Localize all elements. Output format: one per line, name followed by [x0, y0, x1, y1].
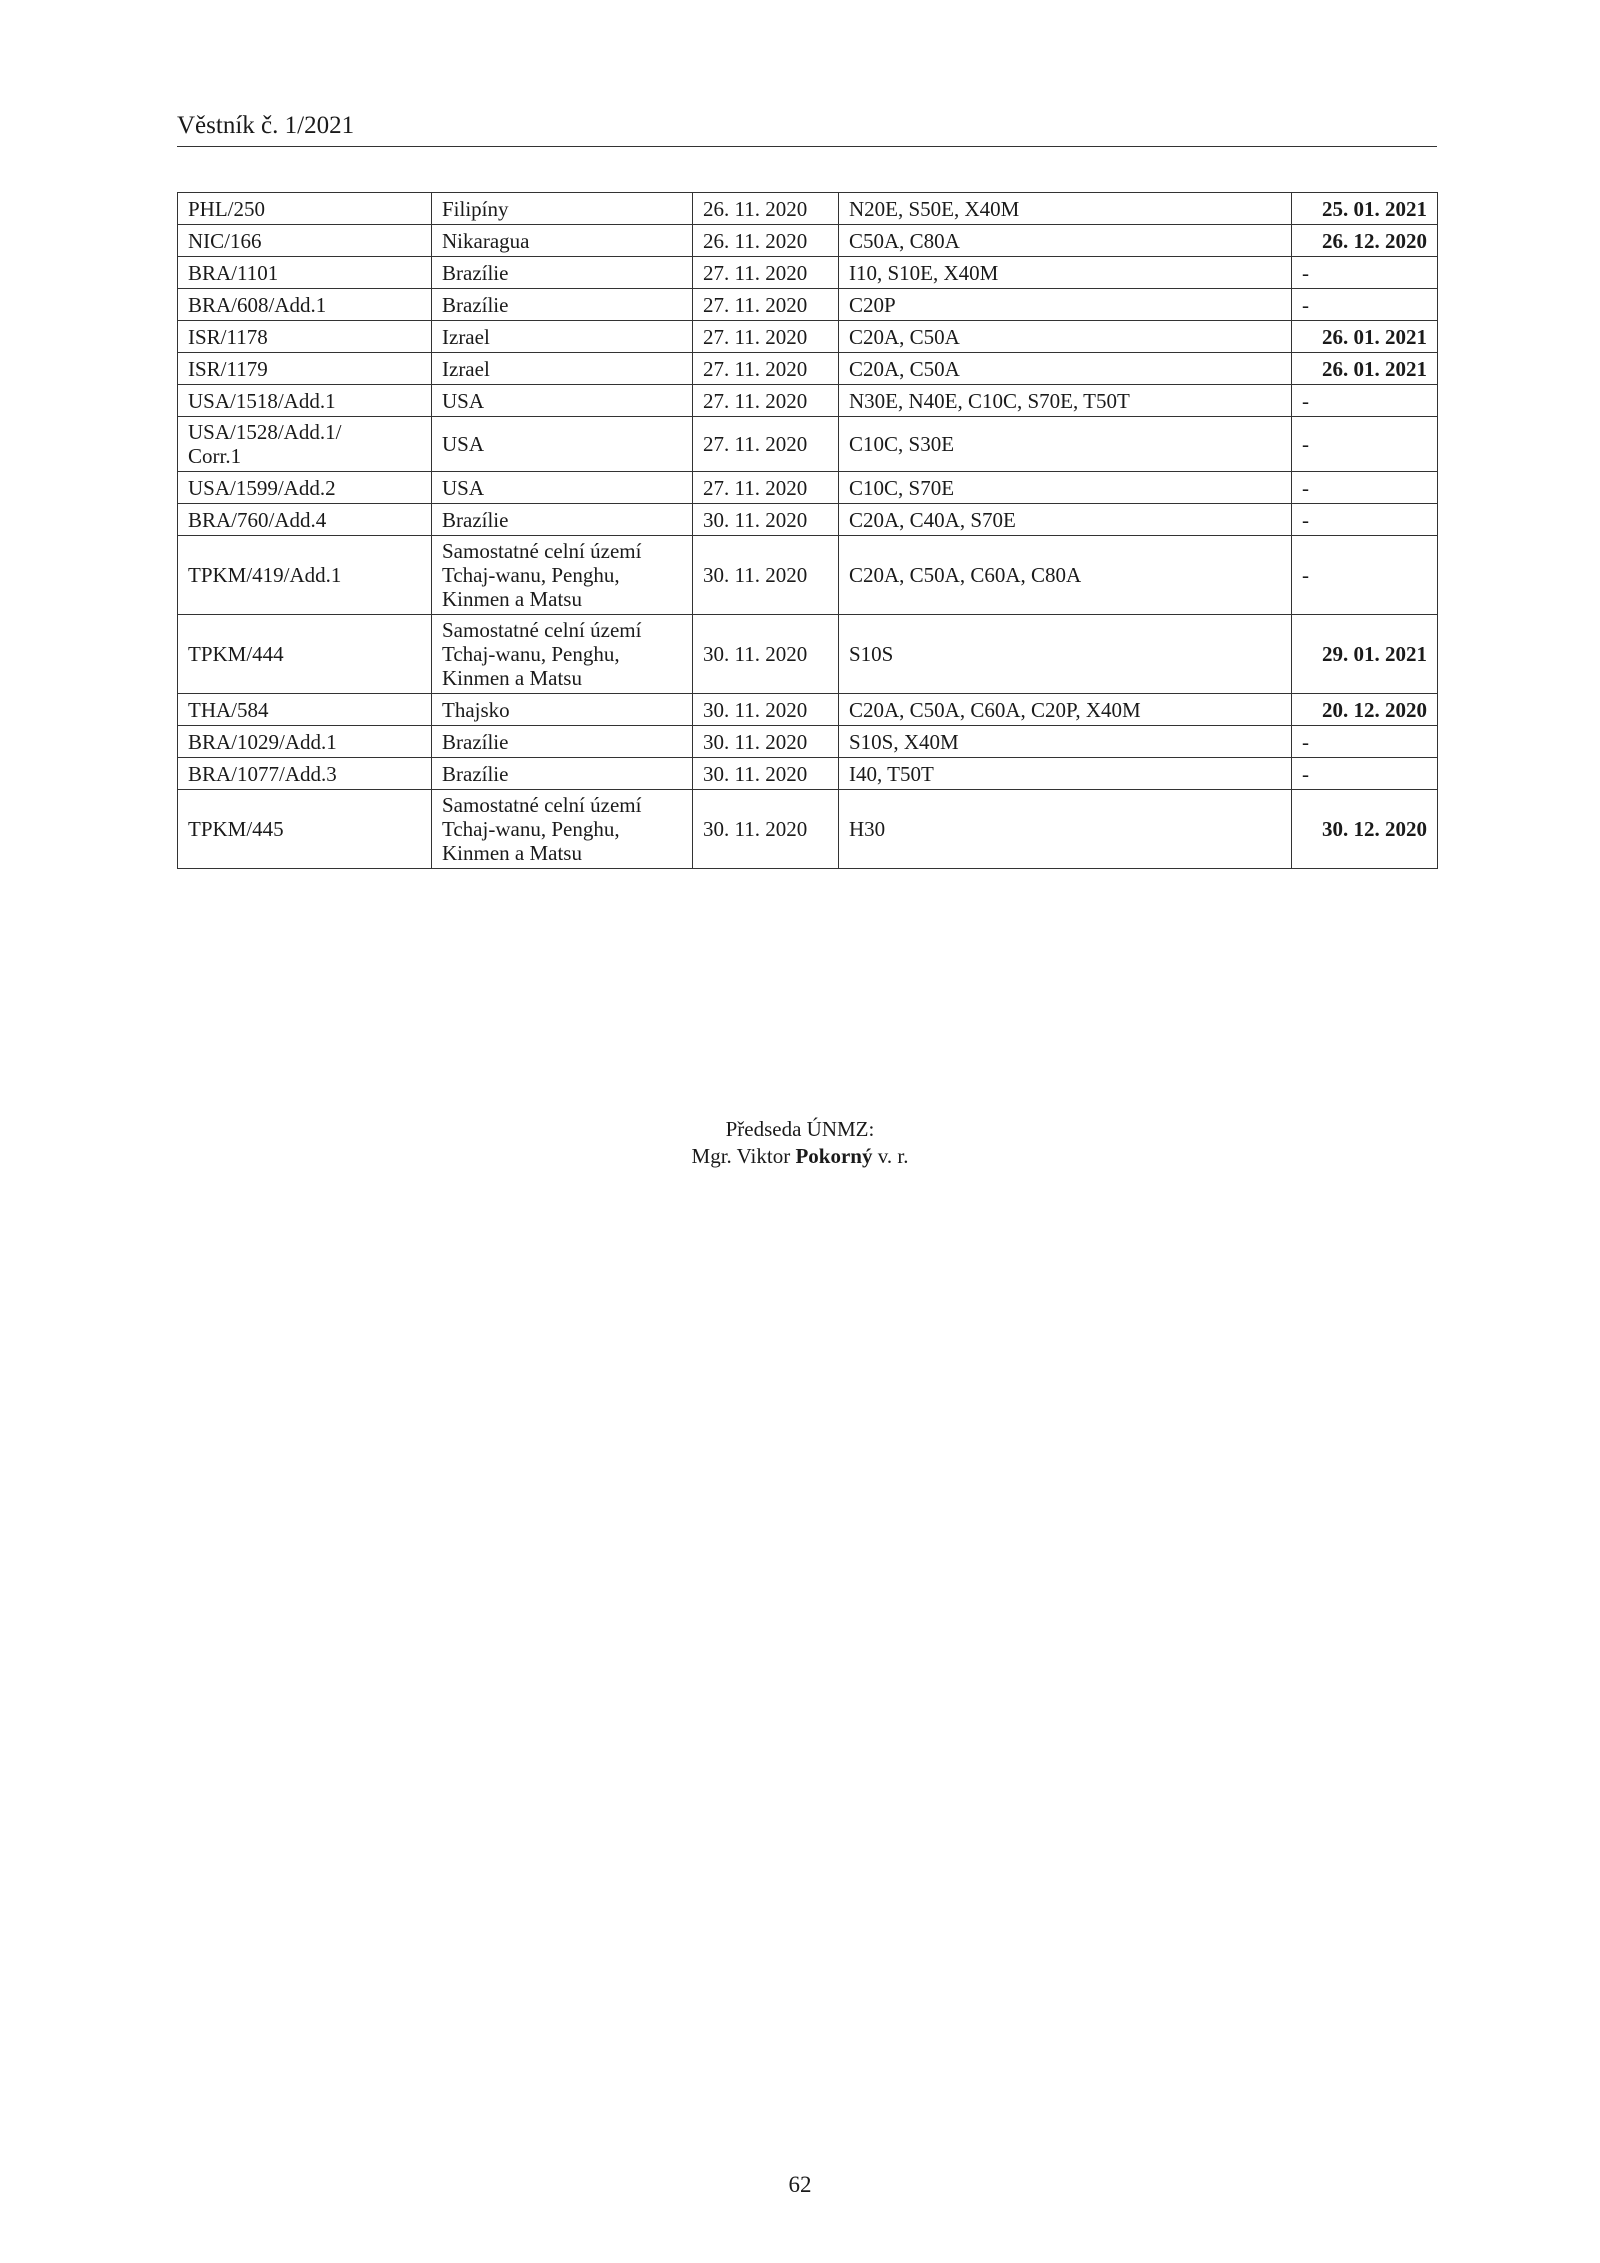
- symbol-cell: NIC/166: [178, 225, 432, 257]
- date-cell: 30. 11. 2020: [693, 790, 839, 869]
- date-cell: 30. 11. 2020: [693, 536, 839, 615]
- date-cell: 27. 11. 2020: [693, 321, 839, 353]
- signature-block: [0, 1116, 1600, 1170]
- deadline-cell: -: [1292, 257, 1438, 289]
- symbol-cell: BRA/760/Add.4: [178, 504, 432, 536]
- country-cell: Brazílie: [432, 289, 693, 321]
- date-cell: 30. 11. 2020: [693, 758, 839, 790]
- codes-cell: C10C, S30E: [839, 417, 1292, 472]
- country-cell: Brazílie: [432, 504, 693, 536]
- date-cell: 27. 11. 2020: [693, 385, 839, 417]
- table-row: [178, 694, 1438, 726]
- deadline-cell: -: [1292, 536, 1438, 615]
- table-row: [178, 615, 1438, 694]
- symbol-cell: TPKM/444: [178, 615, 432, 694]
- table-row: [178, 726, 1438, 758]
- symbol-cell: ISR/1179: [178, 353, 432, 385]
- symbol-line: USA/1528/Add.1/: [188, 420, 342, 444]
- country-cell: Izrael: [432, 321, 693, 353]
- deadline-cell: 25. 01. 2021: [1292, 193, 1438, 225]
- deadline-cell: -: [1292, 417, 1438, 472]
- date-cell: 27. 11. 2020: [693, 472, 839, 504]
- table-row: [178, 385, 1438, 417]
- country-line: Tchaj-wanu, Penghu,: [442, 817, 620, 841]
- page-header: [177, 110, 1437, 147]
- symbol-cell: BRA/1101: [178, 257, 432, 289]
- country-cell: Thajsko: [432, 694, 693, 726]
- notifications-table: [177, 192, 1438, 869]
- symbol-cell: BRA/1077/Add.3: [178, 758, 432, 790]
- deadline-cell: -: [1292, 385, 1438, 417]
- date-cell: 30. 11. 2020: [693, 726, 839, 758]
- country-cell: USA: [432, 385, 693, 417]
- country-cell: [432, 790, 693, 869]
- surname: Pokorný: [795, 1144, 873, 1168]
- deadline-cell: 26. 12. 2020: [1292, 225, 1438, 257]
- date-cell: 30. 11. 2020: [693, 504, 839, 536]
- symbol-cell: USA/1599/Add.2: [178, 472, 432, 504]
- symbol-cell: TPKM/419/Add.1: [178, 536, 432, 615]
- deadline-cell: 30. 12. 2020: [1292, 790, 1438, 869]
- symbol-cell: ISR/1178: [178, 321, 432, 353]
- country-line: Samostatné celní území: [442, 793, 642, 817]
- table-row: [178, 257, 1438, 289]
- name-suffix: v. r.: [877, 1144, 909, 1168]
- table-row: [178, 472, 1438, 504]
- table-row: [178, 536, 1438, 615]
- page-number: 62: [788, 2172, 812, 2197]
- country-line: Tchaj-wanu, Penghu,: [442, 563, 620, 587]
- signatory-name: [0, 1143, 1600, 1170]
- deadline-cell: -: [1292, 504, 1438, 536]
- deadline-cell: -: [1292, 726, 1438, 758]
- table-row: [178, 758, 1438, 790]
- deadline-cell: 20. 12. 2020: [1292, 694, 1438, 726]
- bulletin-title: Věstník č. 1/2021: [177, 112, 355, 139]
- date-cell: 27. 11. 2020: [693, 289, 839, 321]
- codes-cell: N30E, N40E, C10C, S70E, T50T: [839, 385, 1292, 417]
- country-line: Kinmen a Matsu: [442, 666, 582, 690]
- country-cell: [432, 536, 693, 615]
- codes-cell: C10C, S70E: [839, 472, 1292, 504]
- codes-cell: C20A, C50A: [839, 353, 1292, 385]
- table-row: [178, 504, 1438, 536]
- codes-cell: C20A, C50A: [839, 321, 1292, 353]
- table-row: [178, 321, 1438, 353]
- country-cell: Izrael: [432, 353, 693, 385]
- symbol-cell: THA/584: [178, 694, 432, 726]
- codes-cell: C20P: [839, 289, 1292, 321]
- symbol-cell: TPKM/445: [178, 790, 432, 869]
- date-cell: 27. 11. 2020: [693, 353, 839, 385]
- symbol-cell: BRA/1029/Add.1: [178, 726, 432, 758]
- codes-cell: C20A, C40A, S70E: [839, 504, 1292, 536]
- country-cell: Brazílie: [432, 758, 693, 790]
- country-line: Samostatné celní území: [442, 618, 642, 642]
- deadline-cell: -: [1292, 758, 1438, 790]
- country-line: Kinmen a Matsu: [442, 587, 582, 611]
- codes-cell: I40, T50T: [839, 758, 1292, 790]
- country-cell: [432, 615, 693, 694]
- table-row: [178, 193, 1438, 225]
- deadline-cell: 29. 01. 2021: [1292, 615, 1438, 694]
- codes-cell: C50A, C80A: [839, 225, 1292, 257]
- country-cell: Brazílie: [432, 257, 693, 289]
- deadline-cell: 26. 01. 2021: [1292, 321, 1438, 353]
- country-line: Tchaj-wanu, Penghu,: [442, 642, 620, 666]
- country-line: Samostatné celní území: [442, 539, 642, 563]
- deadline-cell: 26. 01. 2021: [1292, 353, 1438, 385]
- table-row: [178, 417, 1438, 472]
- table-row: [178, 353, 1438, 385]
- country-cell: Filipíny: [432, 193, 693, 225]
- codes-cell: C20A, C50A, C60A, C80A: [839, 536, 1292, 615]
- symbol-line: Corr.1: [188, 444, 242, 468]
- codes-cell: S10S: [839, 615, 1292, 694]
- signatory-role: Předseda ÚNMZ:: [725, 1117, 875, 1141]
- symbol-cell: PHL/250: [178, 193, 432, 225]
- symbol-cell: [178, 417, 432, 472]
- country-cell: Brazílie: [432, 726, 693, 758]
- country-cell: USA: [432, 417, 693, 472]
- date-cell: 27. 11. 2020: [693, 257, 839, 289]
- country-cell: USA: [432, 472, 693, 504]
- symbol-cell: BRA/608/Add.1: [178, 289, 432, 321]
- table-row: [178, 790, 1438, 869]
- date-cell: 30. 11. 2020: [693, 615, 839, 694]
- date-cell: 27. 11. 2020: [693, 417, 839, 472]
- date-cell: 26. 11. 2020: [693, 225, 839, 257]
- codes-cell: N20E, S50E, X40M: [839, 193, 1292, 225]
- name-prefix: Mgr. Viktor: [691, 1144, 791, 1168]
- date-cell: 30. 11. 2020: [693, 694, 839, 726]
- codes-cell: I10, S10E, X40M: [839, 257, 1292, 289]
- codes-cell: H30: [839, 790, 1292, 869]
- table-row: [178, 289, 1438, 321]
- country-line: Kinmen a Matsu: [442, 841, 582, 865]
- country-cell: Nikaragua: [432, 225, 693, 257]
- table-row: [178, 225, 1438, 257]
- codes-cell: C20A, C50A, C60A, C20P, X40M: [839, 694, 1292, 726]
- symbol-cell: USA/1518/Add.1: [178, 385, 432, 417]
- codes-cell: S10S, X40M: [839, 726, 1292, 758]
- date-cell: 26. 11. 2020: [693, 193, 839, 225]
- deadline-cell: -: [1292, 289, 1438, 321]
- deadline-cell: -: [1292, 472, 1438, 504]
